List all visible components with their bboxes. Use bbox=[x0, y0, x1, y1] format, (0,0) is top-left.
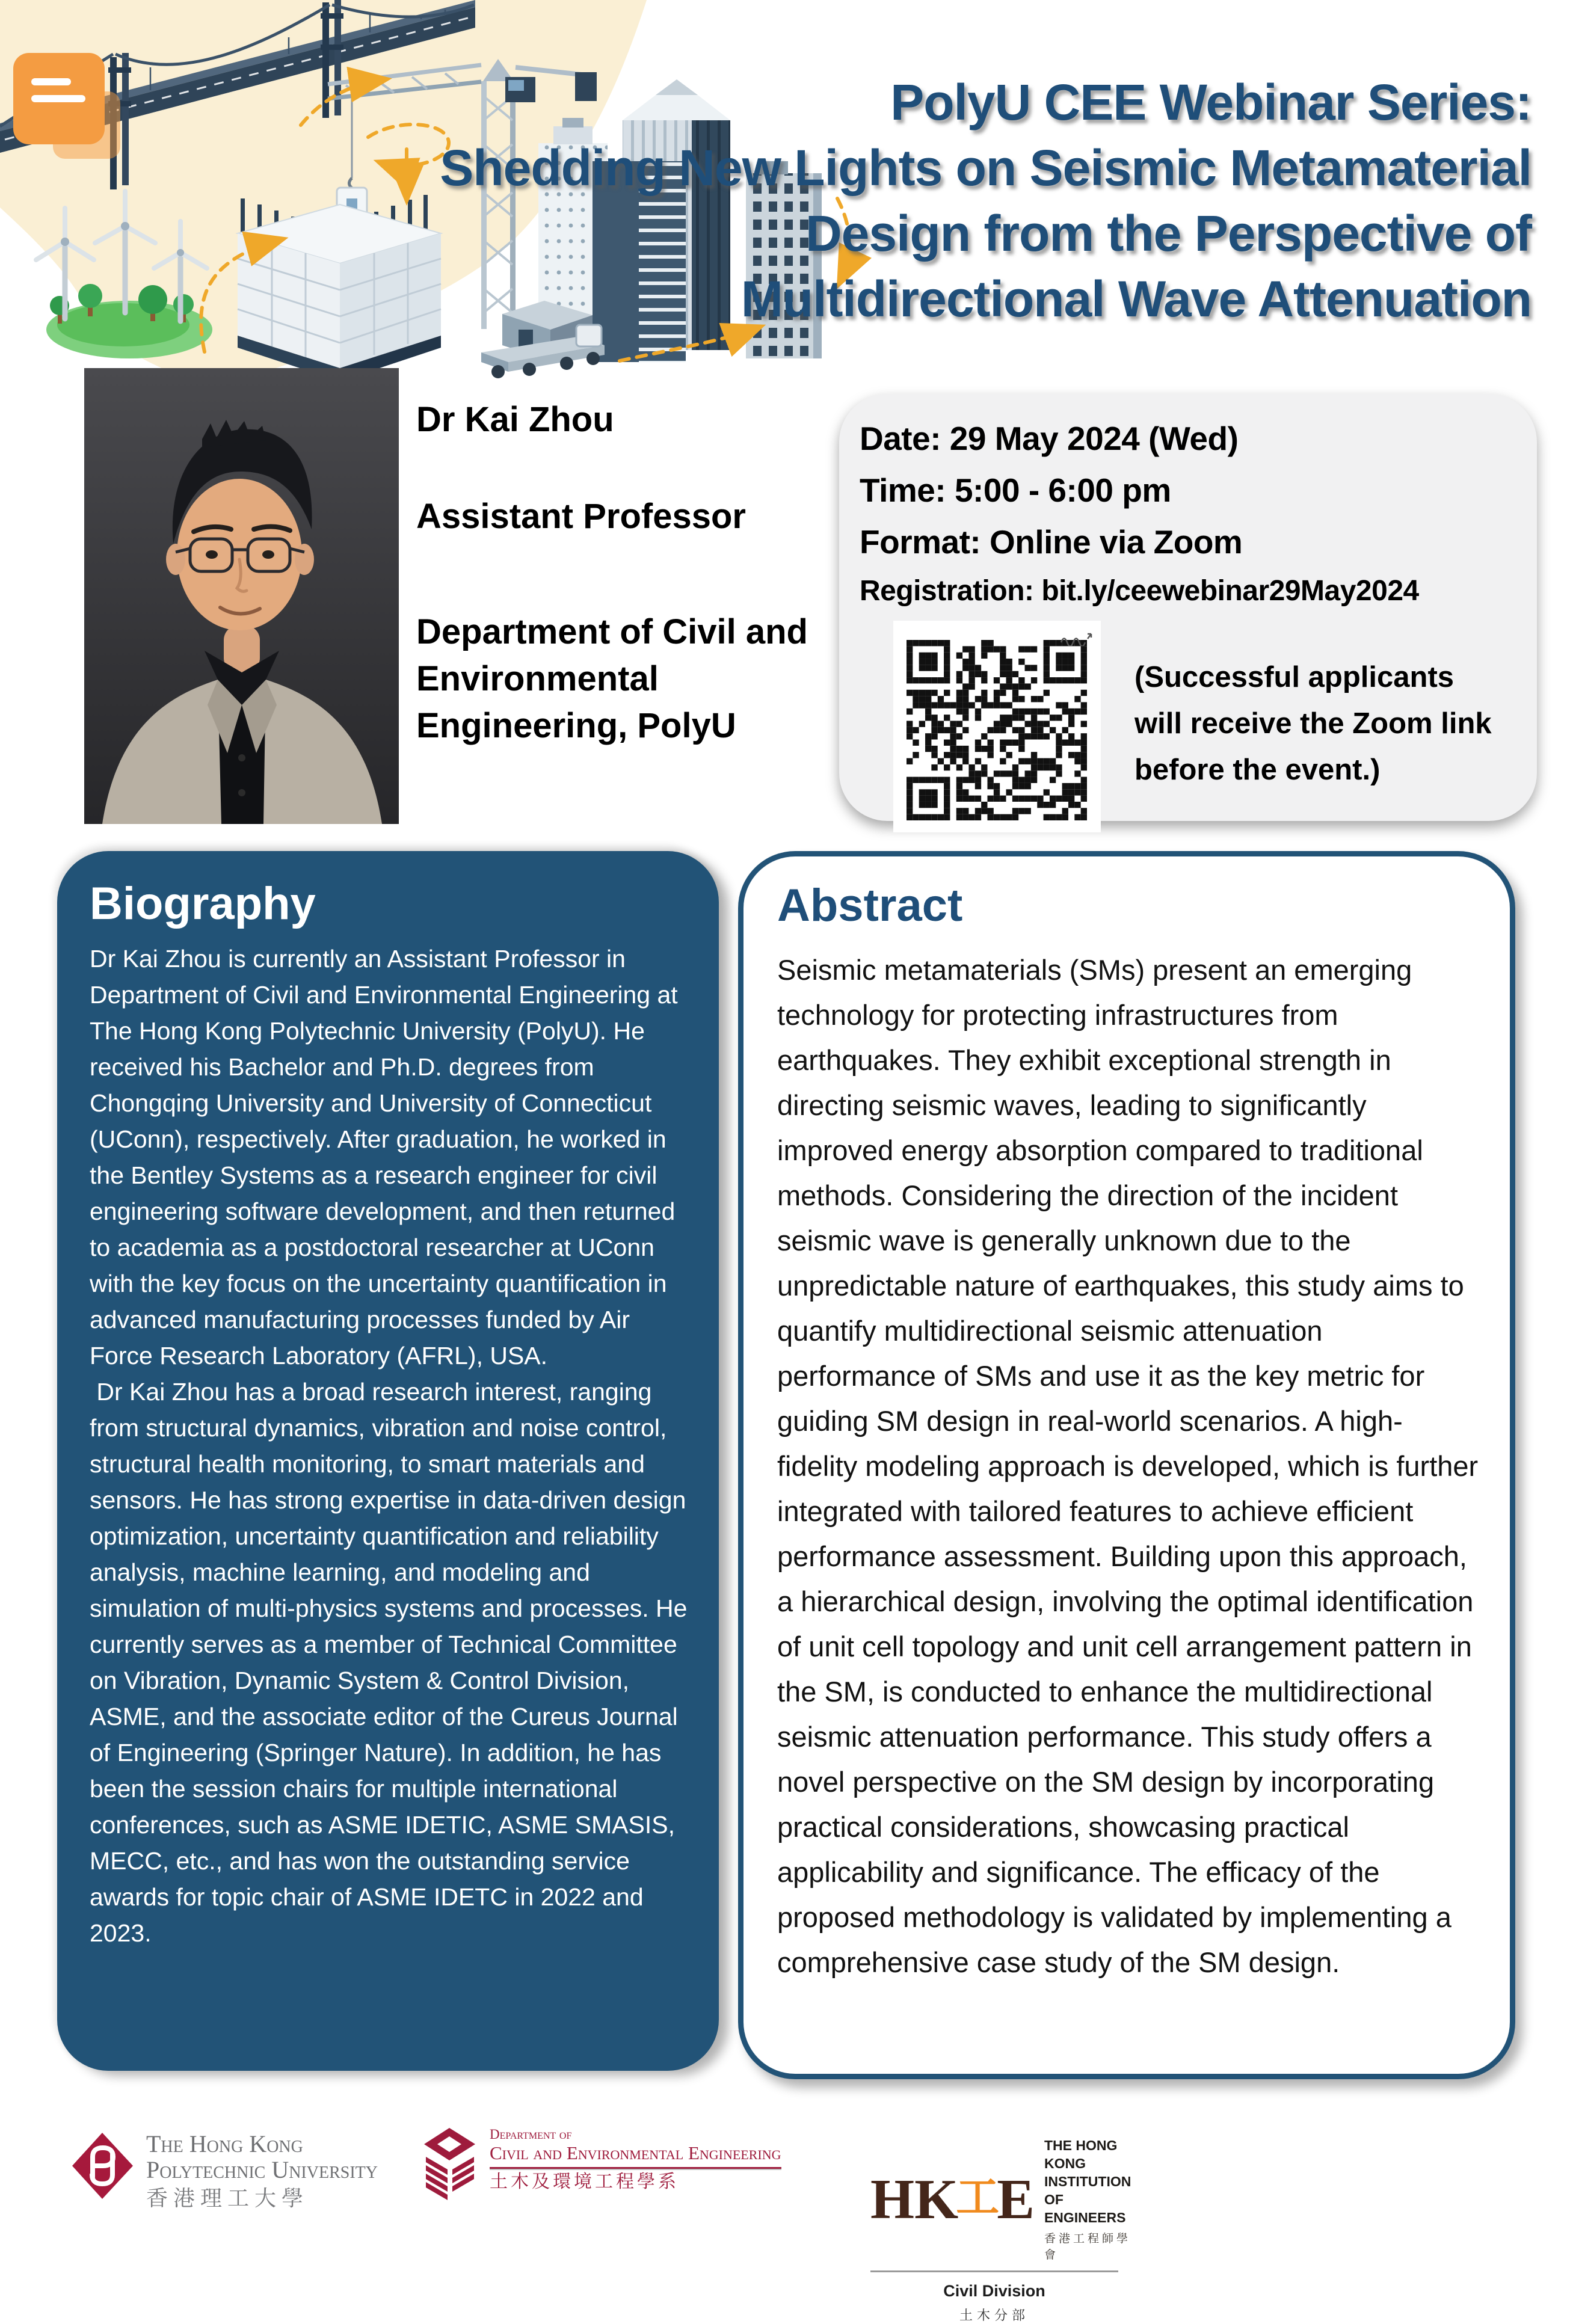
polyu-name-en-2: Polytechnic University bbox=[146, 2156, 378, 2183]
speaker-info bbox=[416, 399, 819, 749]
title-line-4: Multidirectional Wave Attenuation bbox=[740, 271, 1532, 327]
polyu-logo bbox=[71, 2132, 378, 2213]
biography-paragraph-2: Dr Kai Zhou has a broad research interest, ranging from structural dynamics, vibration and noise control, structural health monitoring, to smart materials and sensors. He has strong expertise in data-driven design optimization, uncertainty quantification and reliability analysis, machine learning, and modeling and simulation of multi-physics systems and processes. He currently serves as a member of Technical Committee on Vibration, Dynamic System & Control Division, ASME, and the associate editor of the Cureus Journal of Engineering (Springer Nature). In addition, he has been the session chairs for multiple international conferences, such as ASME IDETIC, ASME SMASIS, MECC, etc., and has won the outstanding service awards for topic chair of ASME IDETC in 2022 and 2023. bbox=[90, 1378, 694, 1947]
title-line-1: PolyU CEE Webinar Series: bbox=[890, 74, 1532, 131]
hkie-name-en-2: INSTITUTION OF ENGINEERS bbox=[1044, 2174, 1131, 2225]
speaker-name: Dr Kai Zhou bbox=[416, 400, 614, 439]
qr-watermark-mark bbox=[1059, 630, 1094, 646]
cee-name-en-1: Department of bbox=[490, 2127, 572, 2142]
hkie-letters-e: E bbox=[997, 2168, 1035, 2231]
title-line-3: Design from the Perspective of bbox=[805, 205, 1532, 262]
hkie-name-en-1: THE HONG KONG bbox=[1044, 2138, 1118, 2171]
cee-logo-text bbox=[490, 2127, 781, 2195]
polyu-logo-text bbox=[146, 2132, 378, 2213]
biography-section bbox=[57, 851, 719, 2071]
event-registration: Registration: bit.ly/ceewebinar29May2024 bbox=[860, 575, 1419, 607]
cee-logo bbox=[421, 2127, 781, 2200]
page-title bbox=[283, 70, 1532, 332]
polyu-name-en-1: The Hong Kong bbox=[146, 2130, 303, 2157]
hkie-letters-hk: HK bbox=[870, 2168, 959, 2231]
hkie-logo bbox=[870, 2136, 1131, 2324]
abstract-section bbox=[738, 851, 1515, 2079]
hkie-name-zh: 香港工程師學會 bbox=[1044, 2233, 1131, 2261]
hkie-division-en: Civil Division bbox=[943, 2282, 1045, 2300]
hkie-logo-text bbox=[1044, 2136, 1131, 2262]
hkie-divider bbox=[870, 2270, 1118, 2272]
event-note: (Successful applicants will receive the Zoom link before the event.) bbox=[1134, 661, 1492, 786]
event-time: Time: 5:00 - 6:00 pm bbox=[860, 472, 1171, 509]
speaker-role: Assistant Professor bbox=[416, 497, 746, 536]
cee-logo-icon bbox=[421, 2127, 479, 2200]
title-line-2: Shedding New Lights on Seismic Metamaterial bbox=[440, 140, 1532, 196]
speaker-affiliation: Department of Civil and Environmental Engineering, PolyU bbox=[416, 612, 808, 745]
cee-name-en-2: Civil and Environmental Engineering bbox=[490, 2142, 781, 2169]
polyu-name-zh: 香港理工大學 bbox=[146, 2186, 309, 2210]
hkie-division-zh: 土木分部 bbox=[959, 2308, 1029, 2323]
event-date: Date: 29 May 2024 (Wed) bbox=[860, 420, 1239, 457]
biography-heading: Biography bbox=[90, 878, 316, 929]
hkie-logo-top bbox=[870, 2136, 1131, 2262]
sponsor-logos bbox=[0, 2122, 1570, 2323]
document-icon bbox=[13, 53, 120, 159]
speaker-photo bbox=[84, 368, 399, 824]
polyu-logo-icon bbox=[71, 2132, 134, 2201]
registration-qr-code bbox=[893, 621, 1101, 832]
event-format: Format: Online via Zoom bbox=[860, 523, 1243, 561]
qr-row bbox=[893, 621, 1514, 832]
hkie-gong-icon: 工 bbox=[956, 2171, 1000, 2222]
event-details-card bbox=[839, 394, 1537, 821]
biography-paragraph-1: Dr Kai Zhou is currently an Assistant Professor in Department of Civil and Environmental Engineering at The Hong Kong Polytechnic University (PolyU). He received his Bachelor and Ph.D. degrees from Chongqing University and University of Connecticut (UConn), respectively. After graduation, he worked in the Bentley Systems as a research engineer for civil engineering software development, and then returned to academia as a postdoctoral researcher at UConn with the key focus on the uncertainty quantification in advanced manufacturing processes funded by Air Force Research Laboratory (AFRL), USA. bbox=[90, 945, 685, 1370]
abstract-heading: Abstract bbox=[777, 880, 963, 931]
abstract-body: Seismic metamaterials (SMs) present an emerging technology for protecting infrastructures from earthquakes. They exhibit exceptional strength in directing seismic waves, leading to significantly improved energy absorption compared to traditional methods. Considering the direction of the incident seismic wave is generally unknown due to the unpredictable nature of earthquakes, this study aims to quantify multidirectional seismic attenuation performance of SMs and use it as the key metric for guiding SM design in real-world scenarios. A high-fidelity modeling approach is developed, which is further integrated with tailored features to achieve efficient performance assessment. Building upon this approach, a hierarchical design, involving the optimal identification of unit cell topology and unit cell arrangement pattern in the SM, is conducted to enhance the multidirectional seismic attenuation performance. This study offers a novel perspective on the SM design by incorporating practical considerations, showcasing practical applicability and significance. The efficacy of the proposed methodology is validated by implementing a comprehensive case study of the SM design. bbox=[777, 954, 1479, 1978]
cee-name-zh: 土木及環境工程學系 bbox=[490, 2172, 679, 2192]
